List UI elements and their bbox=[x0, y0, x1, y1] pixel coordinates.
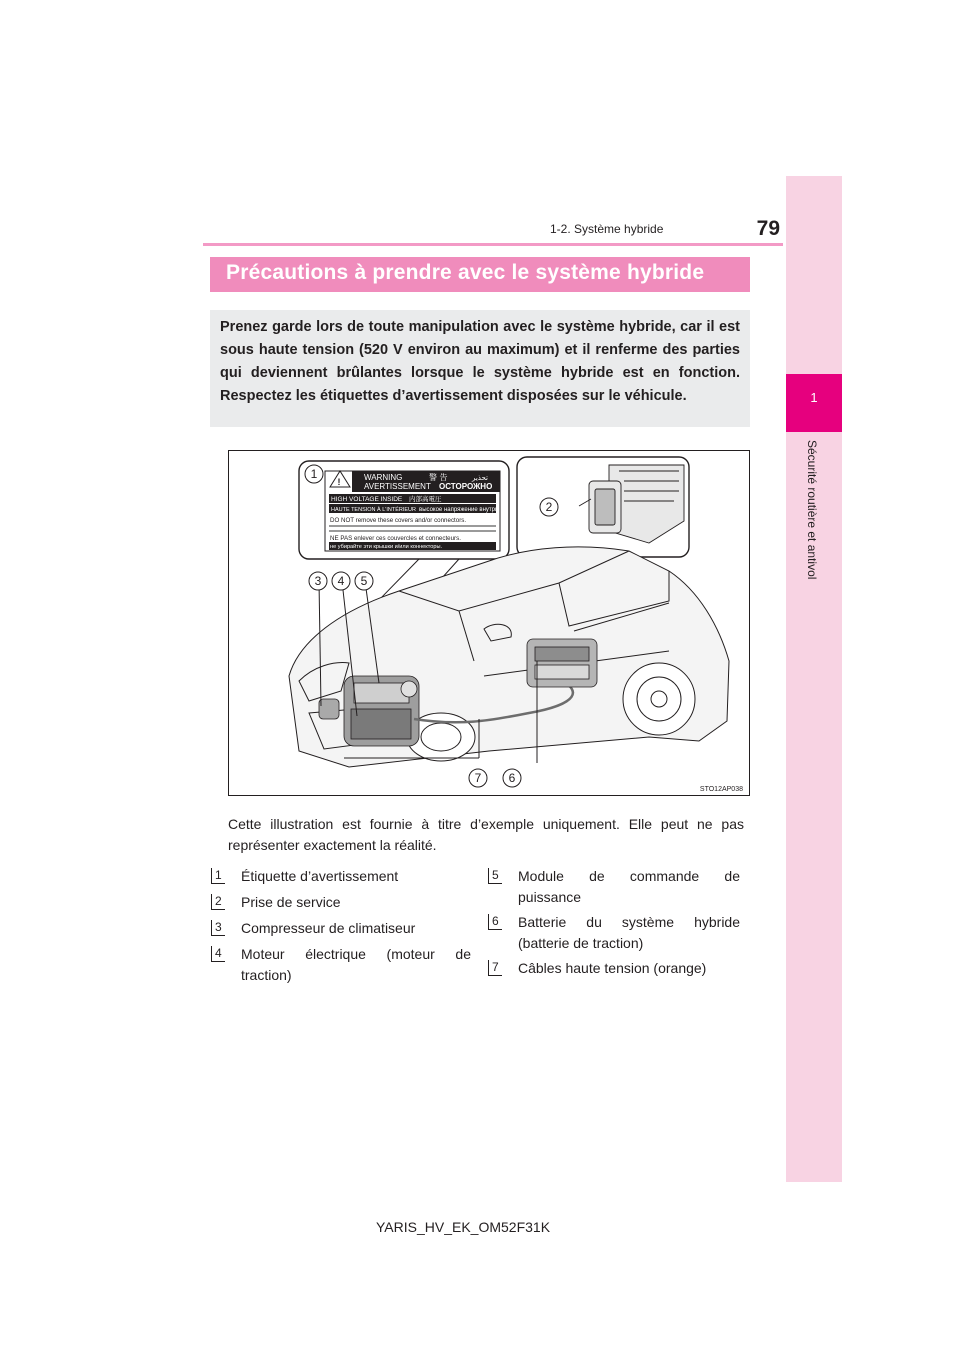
label-hv-fr: HAUTE TENSION À L'INTÉRIEUR bbox=[331, 507, 416, 513]
label-donot-en: DO NOT remove these covers and/or connectors. bbox=[330, 517, 467, 524]
legend-text: Câbles haute tension (orange) bbox=[518, 960, 707, 976]
callout-4: 4 bbox=[337, 574, 345, 588]
label-hv-en: HIGH VOLTAGE INSIDE bbox=[331, 496, 403, 503]
chapter-tab[interactable] bbox=[786, 374, 842, 432]
legend-item bbox=[211, 944, 473, 988]
callout-7: 7 bbox=[474, 771, 482, 785]
side-tab-strip bbox=[786, 176, 842, 1182]
illustration-code: STO12AP038 bbox=[699, 786, 743, 793]
legend-item bbox=[488, 866, 744, 910]
label-warning-fr: AVERTISSEMENT bbox=[364, 482, 431, 491]
legend-text: Prise de service bbox=[241, 894, 341, 910]
label-warning-jp: 警 告 bbox=[429, 473, 448, 482]
legend-text: Compresseur de climatiseur bbox=[241, 920, 416, 936]
label-warning-en: WARNING bbox=[364, 473, 403, 482]
legend-number: 1 bbox=[211, 868, 225, 884]
caution-text: Prenez garde lors de toute manipulation avec le système hybride, car il est sous haute tension (520 V environ au maximum) et il renferme des parties qui deviennent brûlantes lorsque le système hybride est en fonction. Respectez les étiquettes d’avertissement disposées sur le véhicule. bbox=[220, 319, 740, 404]
label-hv-ru: высокое напряжение внутри bbox=[419, 507, 499, 513]
callout-3: 3 bbox=[314, 574, 322, 588]
legend-text: Module de commande de puissance bbox=[518, 868, 740, 905]
label-warning-ar: تحذير bbox=[472, 474, 488, 482]
section-title: Précautions à prendre avec le système hybride bbox=[210, 257, 750, 292]
legend-number: 3 bbox=[211, 920, 225, 936]
label-donot-ru: не убирайте эти крышки и/или коннекторы. bbox=[330, 544, 443, 550]
header-rule bbox=[203, 243, 783, 246]
hybrid-system-illustration bbox=[228, 450, 750, 796]
legend-item bbox=[488, 958, 744, 980]
label-hv-jp: 内部高電圧 bbox=[409, 495, 442, 503]
legend-item bbox=[211, 918, 461, 940]
svg-text:!: ! bbox=[337, 477, 341, 487]
legend-item bbox=[488, 912, 744, 956]
chapter-number: 1 bbox=[810, 390, 818, 405]
label-donot-fr: NE PAS enlever ces couvercles et connecteurs. bbox=[330, 535, 461, 542]
callout-5: 5 bbox=[360, 574, 368, 588]
legend-text: Étiquette d’avertissement bbox=[241, 868, 399, 884]
car-diagram bbox=[229, 451, 749, 795]
callout-1: 1 bbox=[310, 467, 318, 481]
label-warning-ru: ОСТОРОЖНО bbox=[439, 482, 493, 491]
legend-number: 4 bbox=[211, 946, 225, 962]
running-head: 1-2. Système hybride bbox=[550, 222, 664, 236]
legend-number: 6 bbox=[488, 914, 502, 930]
legend-item bbox=[211, 866, 461, 888]
document-code: YARIS_HV_EK_OM52F31K bbox=[376, 1219, 551, 1235]
chapter-title: Sécurité routière et antivol bbox=[805, 440, 819, 580]
callout-6: 6 bbox=[508, 771, 516, 785]
callout-2: 2 bbox=[545, 500, 553, 514]
legend-text: Moteur électrique (moteur de traction) bbox=[241, 946, 471, 983]
legend-number: 5 bbox=[488, 868, 502, 884]
legend-item bbox=[211, 892, 461, 914]
illustration-caption: Cette illustration est fournie à titre d’exemple uniquement. Elle peut ne pas représenter exactement la réalité. bbox=[228, 816, 744, 853]
page-number: 79 bbox=[756, 217, 780, 240]
legend-text: Batterie du système hybride (batterie de traction) bbox=[518, 914, 740, 951]
caution-box bbox=[210, 310, 750, 427]
legend-number: 7 bbox=[488, 960, 502, 976]
legend-number: 2 bbox=[211, 894, 225, 910]
